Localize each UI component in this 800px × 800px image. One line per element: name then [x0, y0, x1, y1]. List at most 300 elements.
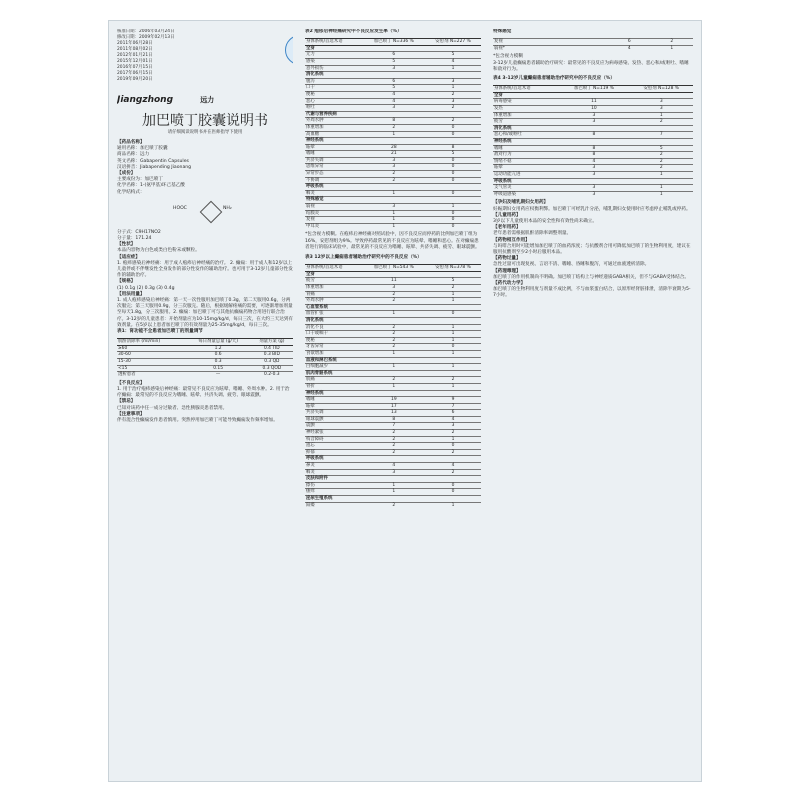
- table-cell: 17: [363, 403, 425, 410]
- table-cell: 2: [363, 337, 425, 344]
- document-subtitle: 请仔细阅读说明书并在医师指导下使用: [167, 130, 243, 135]
- table-row: [305, 443, 481, 450]
- table-cell: 遗忘: [305, 443, 363, 450]
- table-cell: 1: [363, 350, 425, 357]
- table-cell: 病毒感染: [493, 99, 558, 106]
- section-heading: 【孕妇及哺乳期妇女用药】: [493, 200, 549, 206]
- table-cell: 不协调: [305, 177, 363, 184]
- revision-date: 2015年12月01日: [117, 59, 153, 64]
- table-cell: 抑郁: [305, 449, 363, 456]
- table-cell: 神经系统: [305, 390, 363, 397]
- table-cell: 震颤: [305, 423, 363, 430]
- section-text: 已知对该药中任一成分过敏者、急性胰腺炎患者禁用。: [117, 405, 228, 411]
- table-cell: 1: [425, 331, 481, 338]
- table-cell: 4: [425, 416, 481, 423]
- revision-date: 2011年08月02日: [117, 47, 153, 52]
- table-cell: [425, 496, 481, 503]
- table-header-row: [493, 86, 693, 93]
- table-cell: 1: [425, 350, 481, 357]
- table-cell: 神经系统: [493, 138, 558, 145]
- table-cell: [425, 111, 481, 118]
- table-cell: 咽炎: [305, 469, 363, 476]
- table-cell: 3: [629, 99, 693, 106]
- formula-line: 分子量：171.24: [117, 236, 152, 242]
- table-header-cell: 安慰剂 N=378 %: [425, 265, 481, 272]
- table-cell: 敌对行为: [493, 152, 558, 159]
- cyclohexane-ring-icon: [200, 201, 223, 224]
- table-cell: 情绪不稳: [493, 158, 558, 165]
- table-cell: 弱视*: [493, 45, 608, 51]
- table-row: [305, 278, 481, 285]
- sections-part-3: [493, 200, 693, 299]
- table-cell: 眩晕: [305, 403, 363, 410]
- table-cell: 1: [363, 217, 425, 224]
- table-cell: ≥60: [117, 345, 186, 352]
- table-cell: 1: [425, 436, 481, 443]
- table-cell: 2: [629, 165, 693, 172]
- table-caption: 表1：肾功能不全患者加巴喷丁的剂量调节: [117, 329, 203, 335]
- table-cell: 0: [425, 164, 481, 171]
- table-cell: 2: [363, 331, 425, 338]
- table-cell: 全身: [493, 92, 558, 99]
- table-row: [305, 324, 481, 331]
- section-heading: 【适应症】: [117, 254, 140, 260]
- table-cell: 19: [363, 397, 425, 404]
- table-cell: 2: [629, 158, 693, 165]
- table-cell: [363, 456, 425, 463]
- table-header-row: [305, 39, 481, 46]
- section-text: 本品内容物为白色或类白色粉末或颗粒。: [117, 248, 200, 254]
- table-row: [493, 185, 693, 192]
- table-cell: 15-30: [117, 359, 186, 366]
- table-row: [305, 397, 481, 404]
- table-cell: [363, 45, 425, 52]
- table-cell: 7: [425, 403, 481, 410]
- table-cell: 3: [425, 423, 481, 430]
- table-cell: 7: [363, 423, 425, 430]
- table-cell: 3: [558, 165, 629, 172]
- table-cell: 眼球震颤: [305, 416, 363, 423]
- table-cell: 咽炎: [305, 190, 363, 197]
- table-cell: [363, 370, 425, 377]
- table-cell: 5: [363, 58, 425, 65]
- table-category-row: [305, 456, 481, 463]
- table-cell: 2: [363, 324, 425, 331]
- table-cell: 0: [425, 443, 481, 450]
- table-cell: 3: [363, 285, 425, 292]
- table-cell: 疲劳: [305, 278, 363, 285]
- table-cell: 0.3 BID: [251, 352, 293, 359]
- table-cell: 0: [425, 482, 481, 489]
- table-cell: 8: [558, 152, 629, 159]
- table-cell: 3: [558, 112, 629, 119]
- table-cell: [425, 45, 481, 52]
- table-header-cell: 安慰剂 N=128 %: [629, 86, 693, 93]
- section-text: 1. 疱疹感染后神经痛：用于成人疱疹后神经痛的治疗。 2. 癫痫：用于成人和12岁以上儿童伴或不伴继发性全身发作的部分性发作的辅助治疗。也可用于3-12岁儿童部分性发作的辅助治疗。: [117, 260, 293, 279]
- table-cell: [425, 184, 481, 191]
- table-cell: 2: [425, 377, 481, 384]
- table-cell: [363, 184, 425, 191]
- table-row: [305, 344, 481, 351]
- table-row: [305, 85, 481, 92]
- section-text: 加巴喷丁的作用机制尚不明确。加巴喷丁结构上与神经递质GABA相关，但不与GABA受体结合。: [493, 274, 689, 280]
- table-row: [305, 164, 481, 171]
- table-cell: 支气管炎: [493, 185, 558, 192]
- table-cell: 口干: [305, 85, 363, 92]
- table-row: [305, 144, 481, 151]
- table-cell: 1: [363, 223, 425, 229]
- table-category-row: [305, 72, 481, 79]
- table-cell: 2: [425, 118, 481, 125]
- table-cell: 0.4 TID: [251, 345, 293, 352]
- table-cell: 1: [651, 45, 694, 51]
- table-row: [305, 118, 481, 125]
- table-cell: 体重增加: [305, 285, 363, 292]
- table-cell: 1: [425, 364, 481, 371]
- table-cell: [425, 72, 481, 79]
- table-cell: 1: [363, 311, 425, 318]
- table-cell: 1: [629, 191, 693, 197]
- table-cell: 1: [629, 112, 693, 119]
- table-cell: 共济失调: [305, 157, 363, 164]
- composition-line: 化学结构式：: [117, 189, 145, 195]
- table-cell: 嗜睡: [305, 151, 363, 158]
- composition-line: 主要成份为：加巴喷丁: [117, 177, 163, 183]
- section-heading: 【注意事项】: [117, 411, 145, 417]
- table-header-cell: 剂量方案 (g): [251, 339, 293, 346]
- table-cell: [363, 304, 425, 311]
- table-cell: 8: [558, 132, 629, 139]
- table-cell: 4: [425, 463, 481, 470]
- table-row: [117, 372, 293, 378]
- table-cell: 弱视: [305, 204, 363, 211]
- table-row: [493, 132, 693, 139]
- section-text: 1. 用于治疗疱疹感染后神经痛：最常见不良反应为眩晕、嗜睡、外周水肿。2. 用于治疗癫痫：最常见的不良反应为嗜睡、眩晕、共济失调、疲劳、眼球震颤。: [117, 387, 290, 399]
- table-category-row: [305, 184, 481, 191]
- sections-part-2: [117, 381, 293, 424]
- table-cell: 腹泻: [305, 78, 363, 85]
- table-row: [305, 489, 481, 496]
- drug-info-line: 英文名称：Gabapentin Capsules: [117, 158, 189, 164]
- section-text: 与吗啡合用时可能增加加巴喷丁的血药浓度；与抗酸剂合用可降低加巴喷丁的生物利用度，建议在服用抗酸剂至少2小时后服用本品。: [493, 243, 691, 255]
- table-cell: 血管扩张: [305, 311, 363, 318]
- table-cell: 2: [363, 443, 425, 450]
- table-cell: 6: [363, 52, 425, 59]
- table-category-row: [305, 357, 481, 364]
- table-category-row: [493, 92, 693, 99]
- table-row: [305, 291, 481, 298]
- table-cell: [425, 304, 481, 311]
- table-row: [493, 165, 693, 172]
- table-cell: 5: [629, 145, 693, 152]
- table-cell: 代谢与营养疾病: [305, 111, 363, 118]
- table-cell: 0: [425, 489, 481, 496]
- table-cell: 特殊感觉: [305, 197, 363, 204]
- table-cell: [425, 357, 481, 364]
- table-cell: 外周水肿: [305, 298, 363, 305]
- table-cell: 5: [425, 52, 481, 59]
- table-row: [305, 463, 481, 470]
- table-row: [305, 502, 481, 508]
- table-row: [493, 99, 693, 106]
- table-caption: 表4 3-12岁儿童癫痫患者辅助治疗研究中的不良反应（%）: [493, 76, 615, 81]
- body-text: *包含视力模糊。在疱疹后神经痛对照试验中，因不良反应而停药的比例加巴喷丁组为16%，安慰剂组为9%。导致停药最常见的不良反应为眩晕、嗜睡和恶心。在对癫痫患者进行的临床试验中，最常见的不良反应为嗜睡、眩晕、共济失调、疲劳、眼球震颤。: [305, 232, 480, 250]
- table-row: [117, 365, 293, 372]
- table-cell: —: [186, 372, 251, 378]
- chemical-structure: [117, 198, 293, 228]
- table-cell: 体重增加: [493, 112, 558, 119]
- table-category-row: [305, 197, 481, 204]
- table-row: [305, 482, 481, 489]
- table-row: [305, 285, 481, 292]
- table-cell: 1.2: [186, 345, 251, 352]
- table-cell: 3: [363, 469, 425, 476]
- table-row: [305, 190, 481, 197]
- table-cell: 2: [363, 124, 425, 131]
- table-cell: 1: [363, 364, 425, 371]
- revision-dates: [117, 29, 293, 83]
- table-cell: 0: [425, 344, 481, 351]
- table-category-row: [305, 111, 481, 118]
- table-cell: 异常步态: [305, 171, 363, 178]
- adverse-reaction-table-3-continued: [493, 38, 693, 51]
- table-caption: 表2 疱疹后神经痛研究中不良反应发生率（%）: [305, 29, 402, 34]
- table-cell: 3: [363, 204, 425, 211]
- table-cell: [629, 178, 693, 185]
- table-cell: 3: [363, 65, 425, 72]
- table-cell: [629, 92, 693, 99]
- table-cell: 无力: [305, 52, 363, 59]
- table-cell: 1: [629, 171, 693, 178]
- revision-date: 核准日期：2006年03月24日: [117, 29, 175, 34]
- table-row: [117, 359, 293, 366]
- revision-date: 2019年09月20日: [117, 77, 153, 82]
- table-cell: 瘙痒: [305, 489, 363, 496]
- column-1: [117, 29, 293, 773]
- table-cell: [363, 72, 425, 79]
- table-cell: 9: [425, 397, 481, 404]
- table-cell: 0: [425, 190, 481, 197]
- table-category-row: [305, 496, 481, 503]
- table-row: [117, 352, 293, 359]
- table-cell: 1: [425, 502, 481, 508]
- body-text: 3-12岁儿童癫痫患者辅助治疗研究：最常见的不良反应为病毒感染、发热、恶心和/或呕吐、嗜睡和敌对行为。: [493, 60, 689, 72]
- section-heading: 【药品名称】: [117, 140, 145, 145]
- table-cell: 1: [425, 291, 481, 298]
- table-cell: 2: [363, 502, 425, 508]
- adverse-reaction-table-2: [305, 38, 481, 229]
- table-cell: 嗜睡: [305, 397, 363, 404]
- table-row: [305, 223, 481, 229]
- table-cell: 发热: [493, 105, 558, 112]
- table-cell: 5: [425, 278, 481, 285]
- section-heading: 【老年用药】: [493, 225, 521, 231]
- table-cell: 0: [425, 171, 481, 178]
- table-cell: 皮肤和附件: [305, 476, 363, 483]
- table-cell: 2: [425, 91, 481, 98]
- table-cell: 5: [363, 85, 425, 92]
- table-cell: 3: [558, 171, 629, 178]
- formula: [117, 230, 293, 242]
- table-cell: 0: [425, 223, 481, 229]
- table-cell: [558, 138, 629, 145]
- structure-left-label: HOOC: [173, 205, 187, 211]
- table-header-cell: 身体系统/首选术语: [493, 86, 558, 93]
- table-cell: 血液和淋巴系统: [305, 357, 363, 364]
- table-row: [305, 217, 481, 224]
- table-cell: 13: [363, 410, 425, 417]
- table-cell: 阳痿: [305, 502, 363, 508]
- table-header-row: [117, 339, 293, 346]
- table-cell: [363, 496, 425, 503]
- table-cell: 11: [558, 99, 629, 106]
- table-cell: 2: [363, 177, 425, 184]
- table-row: [305, 171, 481, 178]
- table-category-row: [305, 271, 481, 278]
- table-footnote: *包含视力模糊: [493, 54, 523, 60]
- table-cell: 2: [425, 285, 481, 292]
- table-row: [305, 210, 481, 217]
- table-header-cell: 每日剂量总量 (g/天): [186, 339, 251, 346]
- table-row: [305, 204, 481, 211]
- table-cell: 擦伤: [305, 482, 363, 489]
- table-header-cell: 身体系统/首选术语: [305, 39, 363, 46]
- table-cell: 2: [363, 344, 425, 351]
- table-cell: 0.2-0.3: [251, 372, 293, 378]
- table-cell: 3: [558, 185, 629, 192]
- table-cell: 1: [425, 337, 481, 344]
- table-row: [305, 383, 481, 390]
- table-cell: [425, 390, 481, 397]
- table-cell: 牙齿异常: [305, 344, 363, 351]
- document-title: 加巴喷丁胶囊说明书: [142, 113, 268, 129]
- section-text: 急性过量可出现复视、言语不清、嗜睡、昏睡和腹泻，可通过血液透析清除。: [493, 262, 650, 268]
- table-row: [305, 350, 481, 357]
- table-cell: 意外损伤: [305, 65, 363, 72]
- table-category-row: [493, 125, 693, 132]
- table-cell: 呕吐: [305, 105, 363, 112]
- table-cell: 恶心和/或呕吐: [493, 132, 558, 139]
- table-row: [493, 112, 693, 119]
- table-cell: 消化系统: [493, 125, 558, 132]
- table-cell: 1: [363, 210, 425, 217]
- table-row: [305, 98, 481, 105]
- table-row: [493, 191, 693, 197]
- table-row: [305, 298, 481, 305]
- section-text: 伴有混合性癫痫发作患者慎用。突然停用加巴喷丁可能导致癫痫发作频率增加。: [117, 418, 278, 424]
- table-cell: 1: [363, 383, 425, 390]
- section-heading: 【规格】: [117, 279, 136, 285]
- column-3: [493, 29, 693, 773]
- table-row: [305, 430, 481, 437]
- table-cell: 0: [425, 217, 481, 224]
- table-cell: 28: [363, 144, 425, 151]
- table-cell: 2: [425, 469, 481, 476]
- table-row: [305, 177, 481, 184]
- table-cell: 0.6: [186, 352, 251, 359]
- table-cell: 8: [363, 416, 425, 423]
- table-category-row: [305, 317, 481, 324]
- table-cell: 神经紧张: [305, 430, 363, 437]
- table-cell: 0.15: [186, 365, 251, 372]
- table-row: [493, 119, 693, 126]
- table-row: [305, 124, 481, 131]
- table-category-row: [305, 138, 481, 145]
- table-cell: 消化不良: [305, 324, 363, 331]
- table-cell: 4: [363, 463, 425, 470]
- table-cell: 高血糖: [305, 131, 363, 138]
- section-heading: 【儿童用药】: [493, 212, 521, 218]
- table-cell: 复视: [493, 39, 608, 46]
- table-cell: 呼吸系统: [305, 184, 363, 191]
- table-cell: 2: [629, 152, 693, 159]
- table-cell: [363, 111, 425, 118]
- table-cell: 21: [363, 151, 425, 158]
- table-cell: 1: [425, 204, 481, 211]
- table-cell: 消化系统: [305, 317, 363, 324]
- table-cell: 感染: [305, 58, 363, 65]
- table-cell: 泌尿生殖系统: [305, 496, 363, 503]
- table-row: [305, 58, 481, 65]
- table-cell: 30-60: [117, 352, 186, 359]
- adverse-reaction-table-3: [305, 264, 481, 508]
- table-row: [305, 436, 481, 443]
- table-row: [305, 65, 481, 72]
- table-cell: 口干或咽干: [305, 331, 363, 338]
- table-header-cell: 安慰剂 N=227 %: [425, 39, 481, 46]
- table-cell: 3: [363, 157, 425, 164]
- table-cell: 0: [425, 311, 481, 318]
- table-cell: 1: [425, 383, 481, 390]
- table-cell: 2: [363, 430, 425, 437]
- drug-info-line: 商品名称：远力: [117, 152, 150, 158]
- table-cell: 心血管系统: [305, 304, 363, 311]
- table-cell: [629, 125, 693, 132]
- table-cell: 白细胞减少: [305, 364, 363, 371]
- table-cell: 体重增加: [305, 124, 363, 131]
- table-cell: 1: [629, 185, 693, 192]
- table-cell: 5: [425, 151, 481, 158]
- table-cell: 眩晕: [493, 165, 558, 172]
- table-cell: [363, 357, 425, 364]
- section-text: 妊娠期妇女用药应权衡利弊。加巴喷丁可经乳汁分泌，哺乳期妇女使用时应考虑停止哺乳或停药。: [493, 206, 691, 212]
- drug-info-line: 汉语拼音：Jiabapending Jiaonang: [117, 164, 192, 170]
- table-category-row: [305, 476, 481, 483]
- brand-line: [117, 95, 293, 106]
- table-cell: 肌肉骨骼系统: [305, 370, 363, 377]
- dosing-table: [117, 338, 293, 378]
- table-cell: 食欲增加: [305, 350, 363, 357]
- table-cell: 恶心: [305, 98, 363, 105]
- table-cell: 4: [558, 158, 629, 165]
- table-cell: 0: [425, 124, 481, 131]
- table-cell: 共济失调: [305, 410, 363, 417]
- table-header-cell: 加巴喷丁 N=336 %: [363, 39, 425, 46]
- table-caption: 表3 12岁以上癫痫患者辅助治疗研究中的不良反应（%）: [305, 255, 422, 261]
- table-cell: 运动功能亢进: [493, 171, 558, 178]
- table-header-cell: 身体系统/首选术语: [305, 265, 363, 272]
- table-cell: [558, 92, 629, 99]
- table-cell: 6: [608, 39, 650, 46]
- table-cell: 3: [363, 164, 425, 171]
- table-row: [305, 52, 481, 59]
- table-header-cell: 肌酐清除率 (ml/min): [117, 339, 186, 346]
- section-heading: 【成份】: [117, 171, 136, 177]
- table-cell: 3: [363, 105, 425, 112]
- table-cell: [425, 456, 481, 463]
- table-cell: [363, 476, 425, 483]
- leaflet-sheet: [108, 20, 702, 782]
